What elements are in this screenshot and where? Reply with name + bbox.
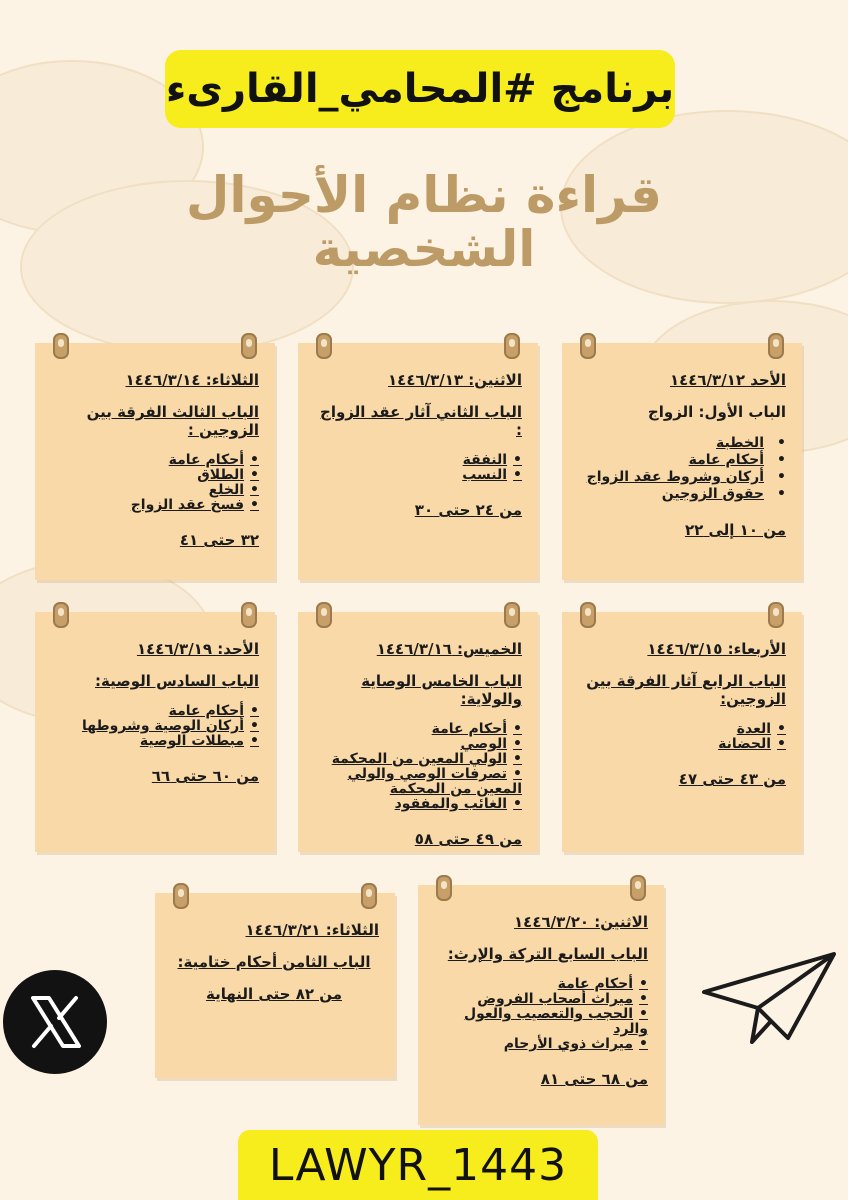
card-range: من ١٠ إلى ٢٢ <box>684 521 786 539</box>
card-date: الاثنين: ١٤٤٦/٣/٢٠ <box>514 913 648 931</box>
pin-icon <box>53 602 69 628</box>
list-item: • الحجب والتعصيب والعول والرد <box>432 1007 648 1037</box>
list-item: • فسخ عقد الزواج <box>49 498 259 513</box>
card-items <box>312 722 522 812</box>
pin-icon <box>436 875 452 901</box>
schedule-card-tuesday-21 <box>155 893 395 1078</box>
card-items <box>576 722 786 752</box>
paper-plane-icon[interactable] <box>700 950 840 1045</box>
list-item: • تصرفات الوصي والولي المعين من المحكمة <box>312 767 522 797</box>
pin-icon <box>361 883 377 909</box>
list-item: • أحكام عامة <box>432 977 648 992</box>
program-title: برنامج #المحامي_القارىء <box>165 66 675 112</box>
pin-icon <box>53 333 69 359</box>
list-item: • الطلاق <box>49 468 259 483</box>
x-logo-icon[interactable] <box>3 970 107 1074</box>
list-item: • أحكام عامة <box>49 704 259 719</box>
pin-icon <box>580 602 596 628</box>
card-date: الأحد: ١٤٤٦/٣/١٩ <box>136 640 259 658</box>
list-item: • الحضانة <box>576 737 786 752</box>
list-item: • العدة <box>576 722 786 737</box>
pin-icon <box>504 602 520 628</box>
program-banner <box>165 50 675 128</box>
pin-icon <box>173 883 189 909</box>
schedule-card-tuesday-14 <box>35 343 275 580</box>
card-chapter: الباب الخامس الوصاية والولاية: <box>361 672 522 708</box>
list-item: • الولي المعين من المحكمة <box>312 752 522 767</box>
title-line-2: الشخصية <box>312 220 536 278</box>
list-item: • الخطبة <box>576 435 786 452</box>
card-date: الثلاثاء: ١٤٤٦/٣/١٤ <box>125 371 259 389</box>
list-item: • ميراث أصحاب الفروض <box>432 992 648 1007</box>
card-chapter: الباب الأول: الزواج <box>647 403 786 421</box>
card-range: من ٦٠ حتى ٦٦ <box>151 767 259 785</box>
pin-icon <box>316 602 332 628</box>
pin-icon <box>580 333 596 359</box>
card-items <box>312 453 522 483</box>
card-chapter: الباب السابع التركة والإرث: <box>447 945 648 963</box>
list-item: • أحكام عامة <box>576 452 786 469</box>
pin-icon <box>241 602 257 628</box>
schedule-card-monday-13 <box>298 343 538 580</box>
card-range: من ٤٣ حتى ٤٧ <box>678 770 786 788</box>
schedule-card-wednesday-15 <box>562 612 802 852</box>
card-chapter: الباب الثاني آثار عقد الزواج : <box>320 403 522 439</box>
pin-icon <box>504 333 520 359</box>
card-items <box>576 435 786 503</box>
card-range: ٣٢ حتى ٤١ <box>179 531 259 549</box>
pin-icon <box>316 333 332 359</box>
card-range: من ٦٨ حتى ٨١ <box>540 1070 648 1088</box>
list-item: • ميراث ذوي الأرحام <box>432 1037 648 1052</box>
account-handle-badge <box>238 1130 598 1200</box>
card-chapter: الباب الرابع آثار الفرقة بين الزوجين: <box>586 672 786 708</box>
list-item: • أحكام عامة <box>49 453 259 468</box>
card-items <box>49 453 259 513</box>
list-item: • أركان الوصية وشروطها <box>49 719 259 734</box>
account-handle: LAWYR_1443 <box>268 1139 568 1191</box>
list-item: • الخلع <box>49 483 259 498</box>
card-items <box>49 704 259 749</box>
card-chapter: الباب الثامن أحكام ختامية: <box>177 953 371 971</box>
schedule-card-monday-20 <box>418 885 664 1125</box>
card-date: الخميس: ١٤٤٦/٣/١٦ <box>376 640 522 658</box>
list-item: • أحكام عامة <box>312 722 522 737</box>
schedule-card-sunday-19 <box>35 612 275 852</box>
card-date: الثلاثاء: ١٤٤٦/٣/٢١ <box>245 921 379 939</box>
card-range: من ٢٤ حتى ٣٠ <box>414 501 522 519</box>
schedule-card-thursday-16 <box>298 612 538 852</box>
pin-icon <box>768 602 784 628</box>
card-chapter: الباب الثالث الفرقة بين الزوجين : <box>86 403 259 439</box>
card-range: من ٨٢ حتى النهاية <box>205 985 343 1003</box>
pin-icon <box>630 875 646 901</box>
card-items <box>432 977 648 1052</box>
card-date: الأربعاء: ١٤٤٦/٣/١٥ <box>647 640 786 658</box>
card-chapter: الباب السادس الوصية: <box>94 672 259 690</box>
card-date: الاثنين: ١٤٤٦/٣/١٣ <box>388 371 522 389</box>
card-date: الأحد ١٤٤٦/٣/١٢ <box>669 371 786 389</box>
card-range: من ٤٩ حتى ٥٨ <box>414 830 522 848</box>
schedule-card-sunday-12 <box>562 343 802 580</box>
list-item: • الوصي <box>312 737 522 752</box>
pin-icon <box>241 333 257 359</box>
title-line-1: قراءة نظام الأحوال <box>185 166 663 224</box>
list-item: • النفقة <box>312 453 522 468</box>
pin-icon <box>768 333 784 359</box>
list-item: • حقوق الزوجين <box>576 486 786 503</box>
list-item: • النسب <box>312 468 522 483</box>
list-item: • مبطلات الوصية <box>49 734 259 749</box>
list-item: • الغائب والمفقود <box>312 797 522 812</box>
page-title <box>150 168 698 276</box>
list-item: • أركان وشروط عقد الزواج <box>576 469 786 486</box>
